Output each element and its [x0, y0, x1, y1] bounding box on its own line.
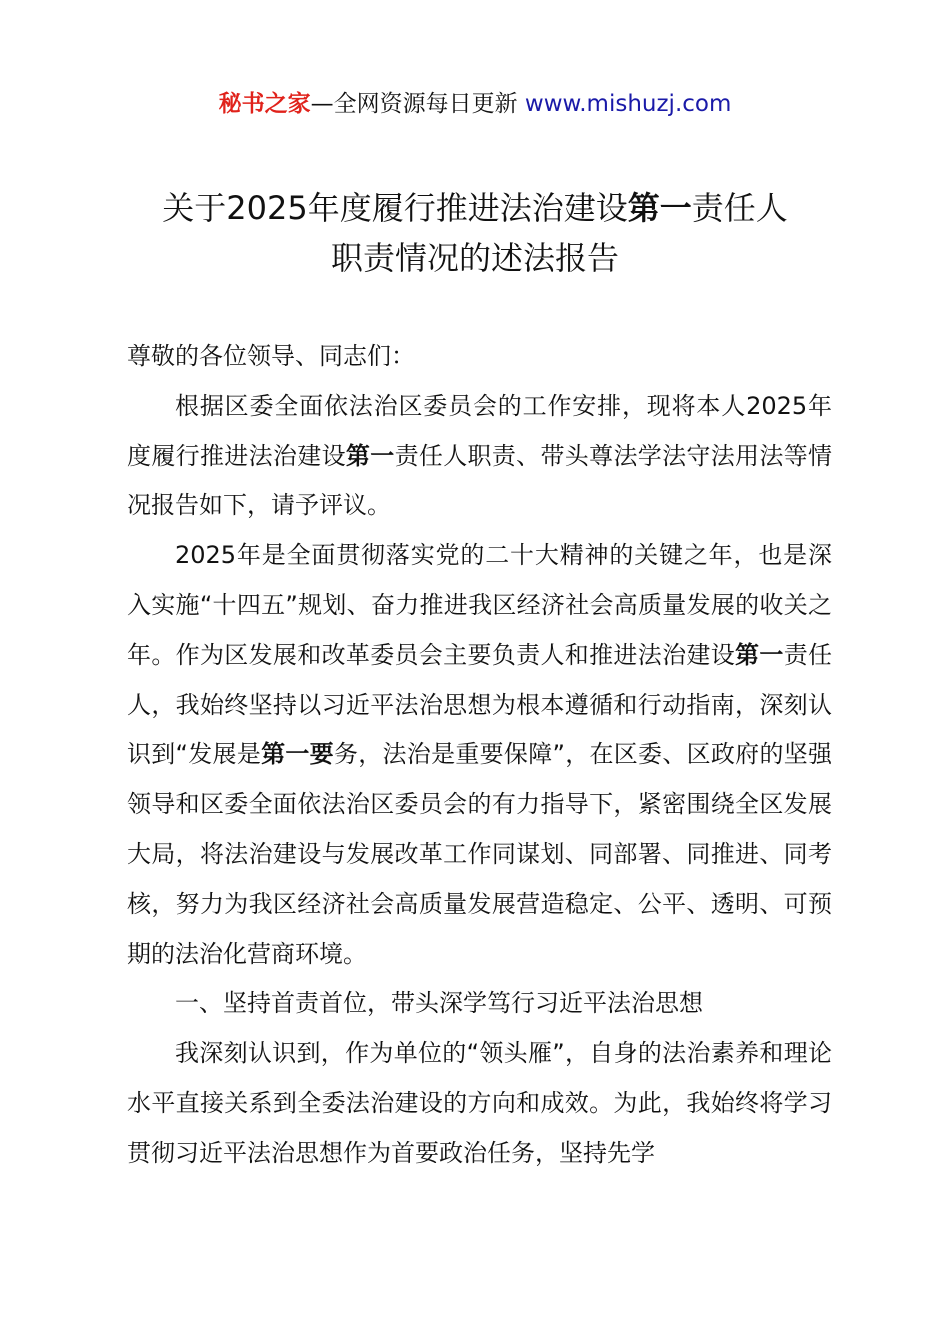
- paragraph-2: [127, 531, 832, 979]
- title-line1-bold: 第一: [627, 189, 692, 227]
- document-body: [127, 332, 832, 1179]
- para1-bold: 第一: [345, 441, 395, 470]
- para1-text-b: 责任人职责、带头尊法学法守法用法等情况报告如下，请予评议。: [127, 441, 833, 520]
- salutation: 尊敬的各位领导、同志们：: [127, 342, 415, 370]
- title-line1-part2: 责任人: [691, 189, 788, 227]
- title-line2: 职责情况的述法报告: [330, 239, 619, 277]
- para1-text-a: 根据区委全面依法治区委员会的工作安排，现将本人2025年度履行推进法治建设: [127, 391, 832, 470]
- para2-text-a: 2025年是全面贯彻落实党的二十大精神的关键之年，也是深入实施“十四五”规划、奋力推进我区经济社会高质量发展的收关之年。作为区发展和改革委员会主要负责人和推进法治建设: [127, 541, 832, 669]
- document-title: [100, 183, 850, 283]
- para2-text-b: 责任人，我始终坚持以习近平法治思想为根本遵循和行动指南，深刻认识到“发展是: [127, 640, 833, 769]
- para2-bold-1: 第一: [735, 640, 784, 669]
- para2-bold-2: 第一要: [261, 740, 334, 769]
- paragraph-1: [127, 382, 832, 531]
- site-url-link[interactable]: www.mishuzj.com: [524, 91, 732, 117]
- title-line1-part1: 关于2025年度履行推进法治建设: [162, 189, 628, 227]
- para2-text-c: 务，法治是重要保障”，在区委、区政府的坚强领导和区委全面依法治区委员会的有力指导下，紧密围绕全区发展大局，将法治建设与发展改革工作同谋划、同部署、同推进、同考核，努力为我区经济社会高质量发展营造稳定、公平、透明、可预期的法治化营商环境。: [127, 740, 833, 968]
- paragraph-3: 我深刻认识到，作为单位的“领头雁”，自身的法治素养和理论水平直接关系到全委法治建设的方向和成效。为此，我始终将学习贯彻习近平法治思想作为首要政治任务，坚持先学: [127, 1039, 832, 1167]
- brand-name: 秘书之家: [218, 91, 311, 117]
- section-1-heading: 一、坚持首责首位，带头深学笃行习近平法治思想: [175, 989, 703, 1018]
- header-slogan: —全网资源每日更新: [310, 91, 525, 117]
- site-header: [0, 88, 950, 120]
